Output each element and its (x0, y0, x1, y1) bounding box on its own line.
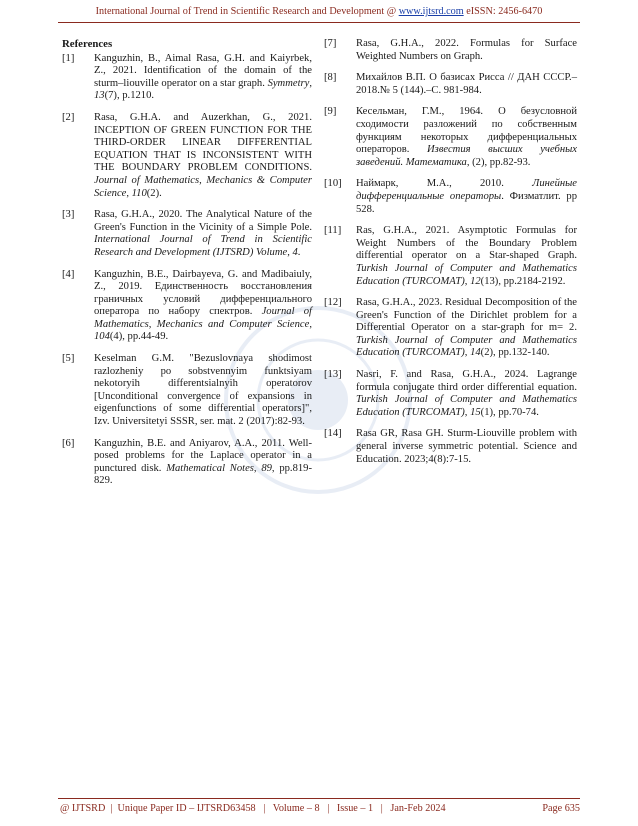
reference-segment: Кесельман, Г.М., 1964. О безусловной сходимости разложений по собственным функциям некоторых дифференциальных операторов. (356, 106, 577, 156)
header-journal-text: International Journal of Trend in Scientific Research and Development @ (95, 6, 399, 17)
reference-item (62, 53, 312, 103)
reference-item (324, 225, 577, 288)
reference-text (356, 225, 577, 288)
reference-text (356, 428, 577, 466)
reference-segment: , (2), pp.82-93. (466, 156, 531, 168)
reference-segment: Keselman G.M. "Bezuslovnaya shodimost razlozheniy po sobstvennyim funktsiyam nekotoryih differentsialnyih operatorov [Unconditional convergence of expansions in eigenfunctions of some differential operators]", Izv. Universitetyi SSSR, ser. mat. 2 (2017):82-93. (94, 353, 312, 428)
reference-italic-segment: Линейные дифференциальные операторы (356, 178, 577, 202)
reference-number: [5] (62, 353, 75, 365)
reference-segment: , (126, 187, 132, 199)
footer-paper-info: @ IJTSRD | Unique Paper ID – IJTSRD63458 | Volume – 8 | Issue – 1 | Jan-Feb 2024 (60, 803, 446, 814)
reference-number: [2] (62, 111, 75, 123)
reference-number: [10] (324, 178, 342, 190)
reference-number: [13] (324, 369, 342, 381)
reference-segment: Kanguzhin, B.E. and Aniyarov, A.A., 2011. Well-posed problems for the Laplace operator in a punctured disk. (94, 437, 312, 474)
reference-number: [1] (62, 52, 75, 64)
header-website-link[interactable]: www.ijtsrd.com (398, 6, 464, 17)
reference-segment: (4), pp.44-49. (109, 331, 169, 343)
reference-item (62, 438, 312, 488)
reference-italic-segment: 12 (470, 275, 481, 287)
reference-item (62, 353, 312, 429)
reference-segment: , (464, 275, 471, 287)
reference-segment: , (464, 406, 471, 418)
references-column-left (62, 38, 312, 497)
reference-item (324, 106, 577, 169)
header-eissn: eISSN: 2456-6470 (463, 6, 543, 17)
reference-item (324, 178, 577, 216)
reference-number: [4] (62, 268, 75, 280)
reference-text (94, 438, 312, 488)
references-heading: References (62, 38, 113, 50)
reference-text (94, 112, 312, 200)
reference-segment: Rasa, G.H.A., 2022. Formulas for Surface Weighted Numbers on Graph. (356, 38, 577, 62)
reference-segment: Михайлов В.П. О базисах Рисса // ДАН СССР.–2018.№ 5 (144).–С. 981-984. (356, 72, 577, 96)
reference-segment: Kanguzhin, B., Aimal Rasa, G.H. and Kaiyrbek, Z., 2021. Identification of the domain of the sturm–liouville operator on a star graph. (94, 52, 312, 89)
page-footer (60, 803, 580, 814)
reference-segment: (7), p.1210. (104, 90, 155, 102)
reference-item (324, 72, 577, 97)
reference-segment: , (309, 77, 312, 89)
reference-text (94, 53, 312, 103)
reference-segment: . (297, 246, 301, 258)
reference-italic-segment: Journal of Mathematics, Mechanics and Computer Science (94, 306, 312, 330)
page-number: Page 635 (542, 803, 580, 814)
reference-segment: Nasri, F. and Rasa, G.H.A., 2024. Lagrange formula conjugate third order differential equation. (356, 369, 577, 393)
reference-segment: (2). (146, 187, 162, 199)
reference-number: [14] (324, 428, 342, 440)
reference-segment: , (253, 462, 262, 474)
reference-segment: , (287, 246, 293, 258)
reference-italic-segment: International Journal of Trend in Scientific Research and Development (IJTSRD) Volume (94, 234, 312, 258)
reference-italic-segment: Journal of Mathematics, Mechanics & Computer Science (94, 174, 312, 199)
reference-segment: Rasa, G.H.A. and Auzerkhan, G., 2021. INCEPTION OF GREEN FUNCTION FOR THE THIRD-ORDER LINEAR DIFFERENTIAL EQUATION THAT IS INCONSISTENT WITH THE BOUNDARY PROBLEM CONDITIONS. (94, 111, 312, 174)
running-header (0, 6, 638, 17)
reference-text (356, 38, 577, 63)
reference-italic-segment: Symmetry (267, 77, 310, 89)
reference-text (356, 106, 577, 169)
reference-italic-segment: 104 (94, 331, 110, 343)
reference-italic-segment: 89 (261, 462, 272, 474)
reference-item (324, 297, 577, 360)
reference-number: [12] (324, 297, 342, 309)
reference-segment: Rasa, G.H.A., 2020. The Analytical Nature of the Green's Function in the Vicinity of a Simple Pole. (94, 209, 312, 233)
reference-italic-segment: 15 (470, 406, 481, 418)
reference-segment: (2), pp.132-140. (480, 347, 550, 359)
reference-item (324, 38, 577, 63)
reference-italic-segment: Mathematical Notes (166, 462, 254, 474)
reference-segment: Наймарк, М.А., 2010. (356, 178, 533, 190)
reference-number: [7] (324, 38, 337, 49)
reference-segment: Rasa, G.H.A., 2023. Residual Decomposition of the Green's Function of the Dirichlet problem for a Differential Operator on a star-graph for m= 2. (356, 297, 577, 334)
reference-text (94, 209, 312, 259)
references-column-right (324, 38, 577, 475)
reference-italic-segment: 110 (131, 187, 147, 199)
reference-italic-segment: 14 (470, 347, 481, 359)
reference-item (324, 428, 577, 466)
reference-segment: Kanguzhin, B.E., Dairbayeva, G. and Madibaiuly, Z., 2019. Единственность восстановления граничных условий дифференциального оператора по набору спектров. (94, 268, 312, 318)
reference-item (62, 112, 312, 200)
reference-segment: Rasa GR, Rasa GH. Sturm-Liouville problem with general inverse symmetric potential. Science and Education. 2023;4(8):7-15. (356, 428, 577, 465)
reference-text (94, 353, 312, 429)
reference-segment: . Физматлит. pp 528. (356, 190, 578, 215)
reference-segment: , (309, 318, 312, 330)
reference-number: [6] (62, 437, 75, 449)
reference-italic-segment: Известия высших учебных заведений. Математика (356, 144, 577, 168)
footer-rule (58, 798, 580, 799)
reference-item (324, 369, 577, 419)
reference-italic-segment: 4 (292, 246, 298, 258)
reference-italic-segment: Turkish Journal of Computer and Mathematics Education (TURCOMAT) (356, 334, 577, 359)
reference-number: [11] (324, 225, 342, 237)
reference-number: [8] (324, 72, 337, 84)
header-rule (58, 22, 580, 23)
reference-italic-segment: 13 (94, 90, 105, 102)
reference-number: [9] (324, 106, 337, 118)
reference-text (356, 297, 577, 360)
reference-segment: , pp.819-829. (94, 462, 312, 487)
reference-text (356, 72, 577, 97)
reference-italic-segment: Turkish Journal of Computer and Mathematics Education (TURCOMAT) (356, 394, 577, 418)
reference-segment: , (464, 347, 471, 359)
reference-item (62, 269, 312, 345)
reference-segment: (1), pp.70-74. (480, 406, 539, 418)
reference-italic-segment: Turkish Journal of Computer and Mathematics Education (TURCOMAT) (356, 262, 577, 287)
reference-item (62, 209, 312, 259)
reference-number: [3] (62, 209, 75, 221)
reference-segment: (13), pp.2184-2192. (480, 275, 566, 287)
reference-text (356, 178, 577, 216)
reference-text (356, 369, 577, 419)
reference-text (94, 269, 312, 345)
reference-segment: Ras, G.H.A., 2021. Asymptotic Formulas for Weight Numbers of the Boundary Problem differential operator on a Star-shaped Graph. (356, 225, 577, 262)
